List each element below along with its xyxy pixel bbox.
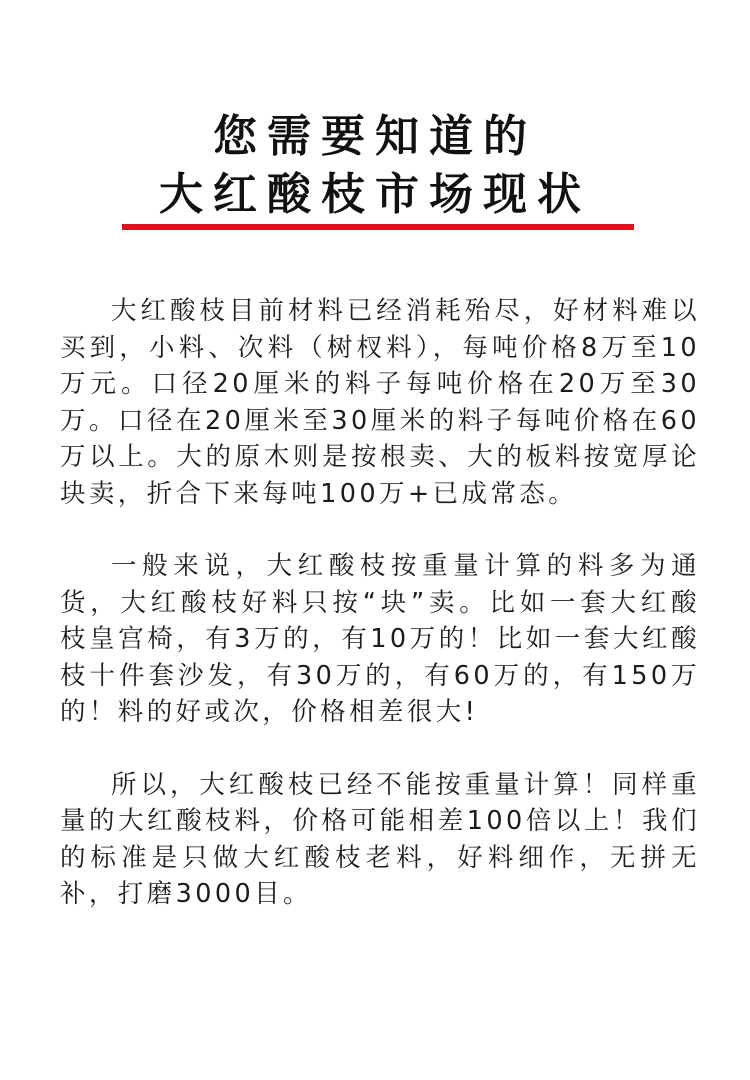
- paragraph-market-prices: 大红酸枝目前材料已经消耗殆尽，好材料难以买到，小料、次料（树杈料），每吨价格8万至10万元。口径20厘米的料子每吨价格在20万至30万。口径在20厘米至30厘米的料子每吨价格在60万以上。大的原木则是按根卖、大的板料按宽厚论块卖，折合下来每吨100万+已成常态。: [60, 296, 700, 509]
- title-underline: [122, 224, 634, 230]
- title-block: [0, 108, 750, 224]
- paragraph-sold-by-piece: 一般来说，大红酸枝按重量计算的料多为通货，大红酸枝好料只按“块”卖。比如一套大红酸枝皇宫椅，有3万的，有10万的！比如一套大红酸枝十件套沙发，有30万的，有60万的，有150万的！料的好或次，价格相差很大!: [60, 551, 700, 727]
- title-line-1: 您需要知道的: [213, 111, 537, 162]
- article-body: [60, 293, 700, 949]
- paragraph-our-standard: 所以，大红酸枝已经不能按重量计算！同样重量的大红酸枝料，价格可能相差100倍以上！我们的标准是只做大红酸枝老料，好料细作，无拼无补，打磨3000目。: [60, 769, 700, 909]
- title-line-2: 大红酸枝市场现状: [159, 169, 591, 220]
